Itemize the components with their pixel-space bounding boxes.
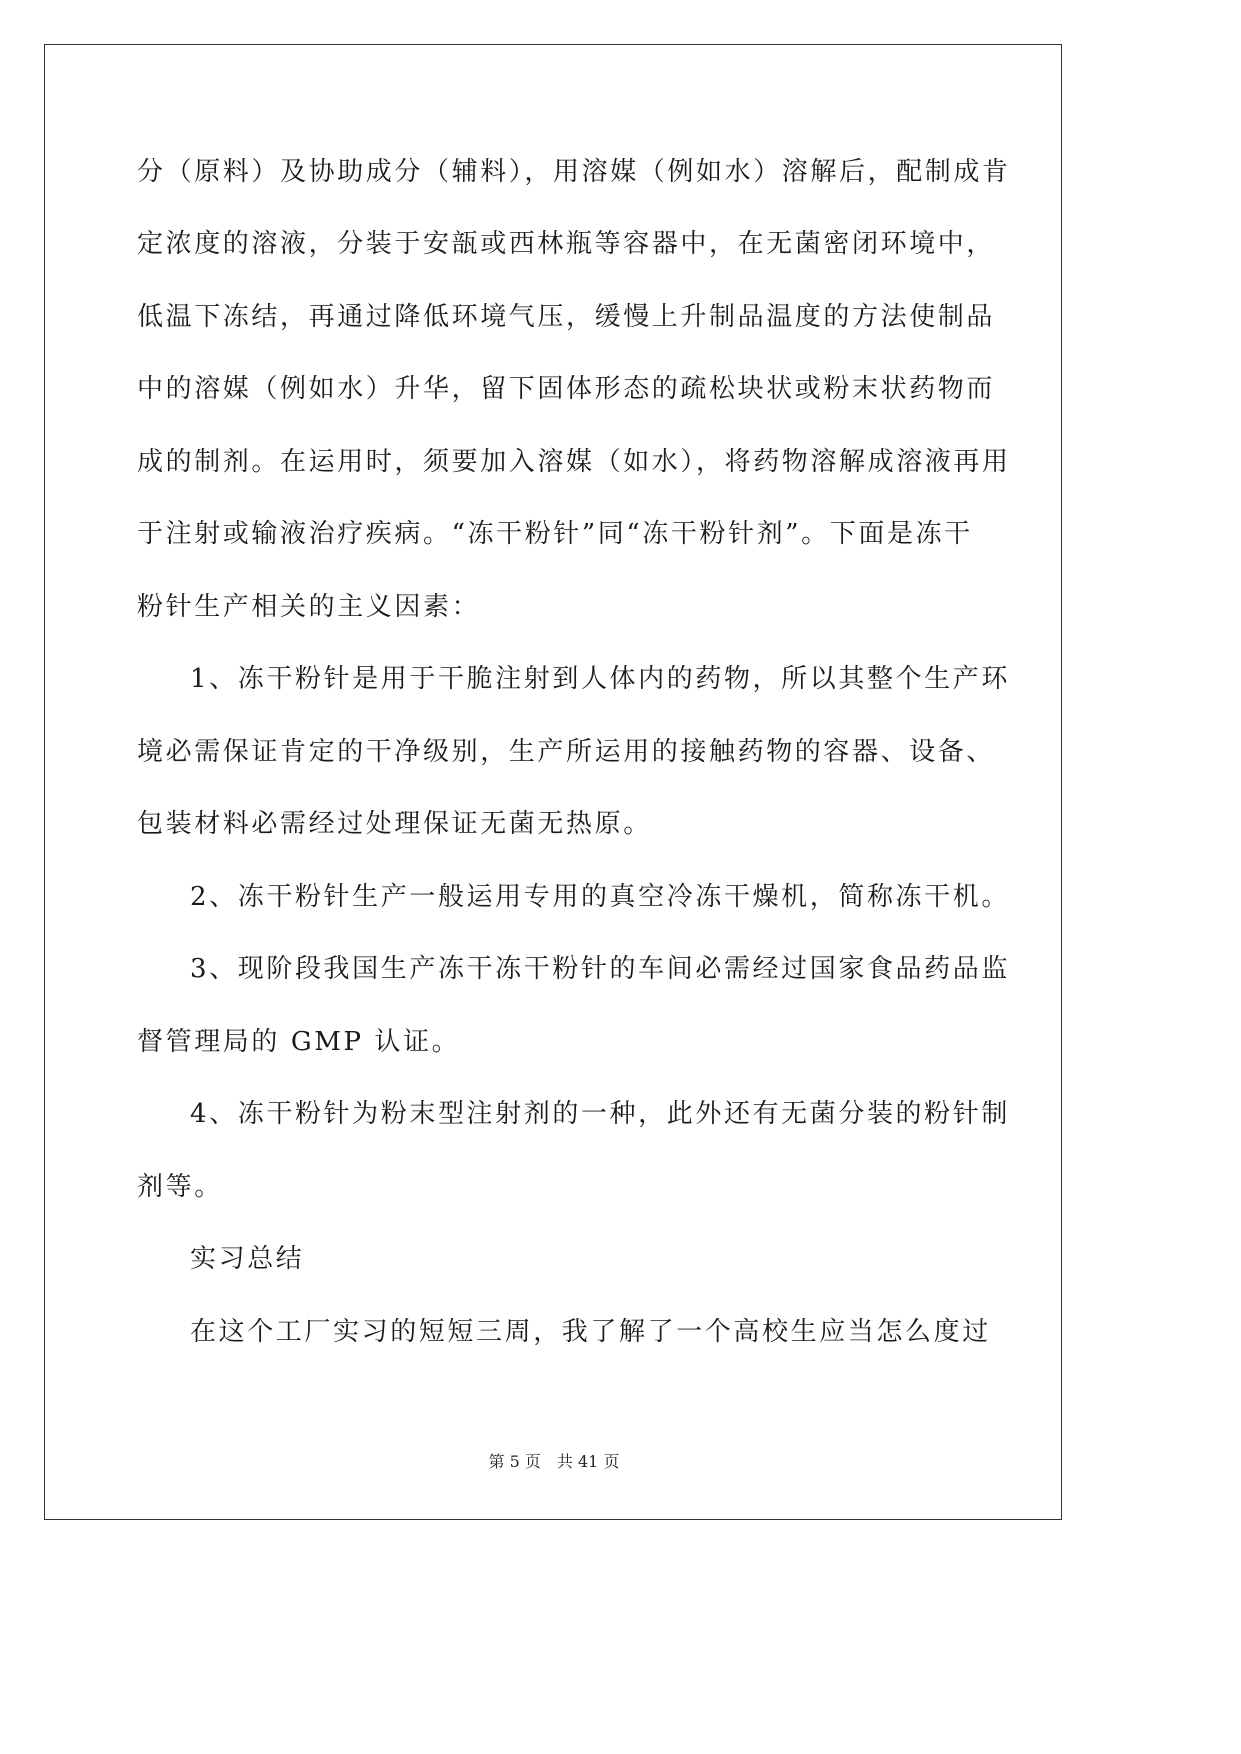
page-number: 第 5 页 [488, 1452, 541, 1471]
text-line: 境必需保证肯定的干净级别，生产所运用的接触药物的容器、设备、 [137, 737, 996, 767]
text-line: 中的溶媒（例如水）升华，留下固体形态的疏松块状或粉末状药物而 [137, 374, 996, 404]
text-line: 粉针生产相关的主义因素： [137, 592, 481, 622]
text-line: 剂等。 [137, 1172, 223, 1202]
text-line: 在这个工厂实习的短短三周，我了解了一个高校生应当怎么度过 [190, 1317, 991, 1347]
text-line: 1、冻干粉针是用于干脆注射到人体内的药物，所以其整个生产环 [190, 664, 1010, 694]
page-border [44, 44, 1062, 1520]
page-footer [0, 1452, 1108, 1472]
text-line: 于注射或输液治疗疾病。“冻干粉针”同“冻干粉针剂”。下面是冻干 [137, 519, 973, 549]
total-pages: 共 41 页 [556, 1452, 620, 1471]
text-line: 定浓度的溶液，分装于安瓿或西林瓶等容器中，在无菌密闭环境中， [137, 229, 996, 259]
text-line: 3、现阶段我国生产冻干冻干粉针的车间必需经过国家食品药品监 [190, 954, 1010, 984]
text-line: 包装材料必需经过处理保证无菌无热原。 [137, 809, 652, 839]
text-line: 低温下冻结，再通过降低环境气压，缓慢上升制品温度的方法使制品 [137, 302, 996, 332]
text-line: 4、冻干粉针为粉末型注射剂的一种，此外还有无菌分装的粉针制 [190, 1099, 1010, 1129]
text-line: 分（原料）及协助成分（辅料），用溶媒（例如水）溶解后，配制成肯 [137, 157, 1011, 187]
text-line: 督管理局的 GMP 认证。 [137, 1027, 461, 1057]
section-heading: 实习总结 [190, 1244, 305, 1274]
text-line: 2、冻干粉针生产一般运用专用的真空冷冻干燥机，简称冻干机。 [190, 882, 1010, 912]
text-line: 成的制剂。在运用时，须要加入溶媒（如水），将药物溶解成溶液再用 [137, 447, 1011, 477]
